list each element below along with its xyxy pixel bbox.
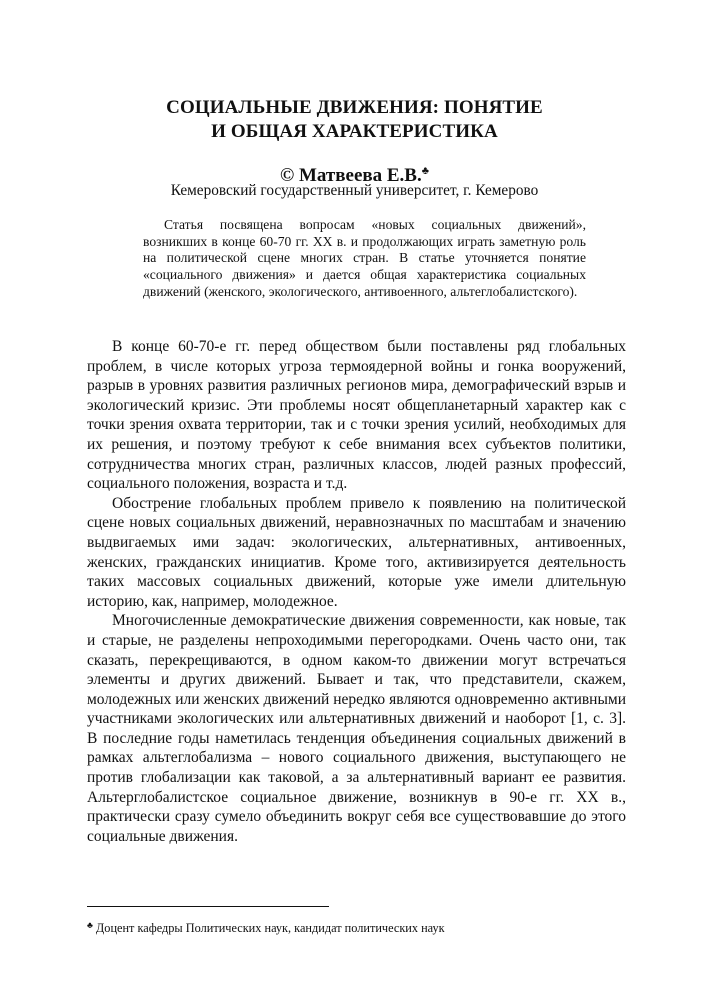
paragraph-3: Многочисленные демократические движения современности, как новые, так и старые, не разделены непроходимыми перегородками. Очень часто они, так сказать, перекрещиваются, в одном каком-то движении могут встречаться элементы и других движений. Бывает и так, что представители, скажем, молодежных или женских движений нередко являются одновременно активными участниками экологических или альтернативных движений и наоборот [1, с. 3]. В последние годы наметилась тенденция объединения социальных движений в рамках альтеглобализма – нового социального движения, выступающего не против глобализации как таковой, а за альтернативный вариант ее развития. Альтерглобалистское социальное движение, возникнув в 90-е гг. XX в., практически сразу сумело объединить вокруг себя все существовавшие до этого социальные движения.: [87, 612, 626, 845]
footnote-mark-icon: ♣: [421, 165, 429, 177]
paragraph-2: Обострение глобальных проблем привело к появлению на политической сцене новых социальных движений, неравнозначных по масштабам и значению выдвигаемых ими задач: экологических, альтернативных, антивоенных, женских, гражданских инициатив. Кроме того, активизируется деятельность таких массовых социальных движений, которые уже имели длительную историю, как, например, молодежное.: [87, 494, 626, 610]
article-body: [87, 337, 626, 846]
paragraph-1: В конце 60-70-е гг. перед обществом были поставлены ряд глобальных проблем, в числе которых угроза термоядерной войны и гонка вооружений, разрыв в уровнях развития различных регионов мира, демографический взрыв и экологический кризис. Эти проблемы носят общепланетарный характер как с точки зрения охвата территории, так и с точки зрения усилий, необходимых для их решения, и поэтому требуют к себе внимания всех субъектов политики, сотрудничества многих стран, различных классов, людей разных профессий, социального положения, возраста и т.д.: [87, 338, 626, 493]
author-name: © Матвеева Е.В.: [280, 165, 422, 186]
abstract: Статья посвящена вопросам «новых социальных движений», возникших в конце 60-70 гг. XX в. и продолжающих играть заметную роль на политической сцене многих стран. В статье уточняется понятие «социального движения» и дается общая характеристика социальных движений (женского, экологического, антивоенного, альтеглобалистского).: [143, 217, 586, 299]
title-line-2: И ОБЩАЯ ХАРАКТЕРИСТИКА: [211, 121, 498, 142]
article-title: [0, 96, 709, 144]
footnote-mark-icon: ♣: [87, 920, 93, 930]
title-line-1: СОЦИАЛЬНЫЕ ДВИЖЕНИЯ: ПОНЯТИЕ: [166, 97, 543, 118]
footnote-text: Доцент кафедры Политических наук, кандидат политических наук: [95, 921, 445, 935]
affiliation: Кемеровский государственный университет, г. Кемерово: [170, 182, 539, 199]
footnote: [87, 917, 626, 936]
footnote-divider: [87, 906, 329, 907]
